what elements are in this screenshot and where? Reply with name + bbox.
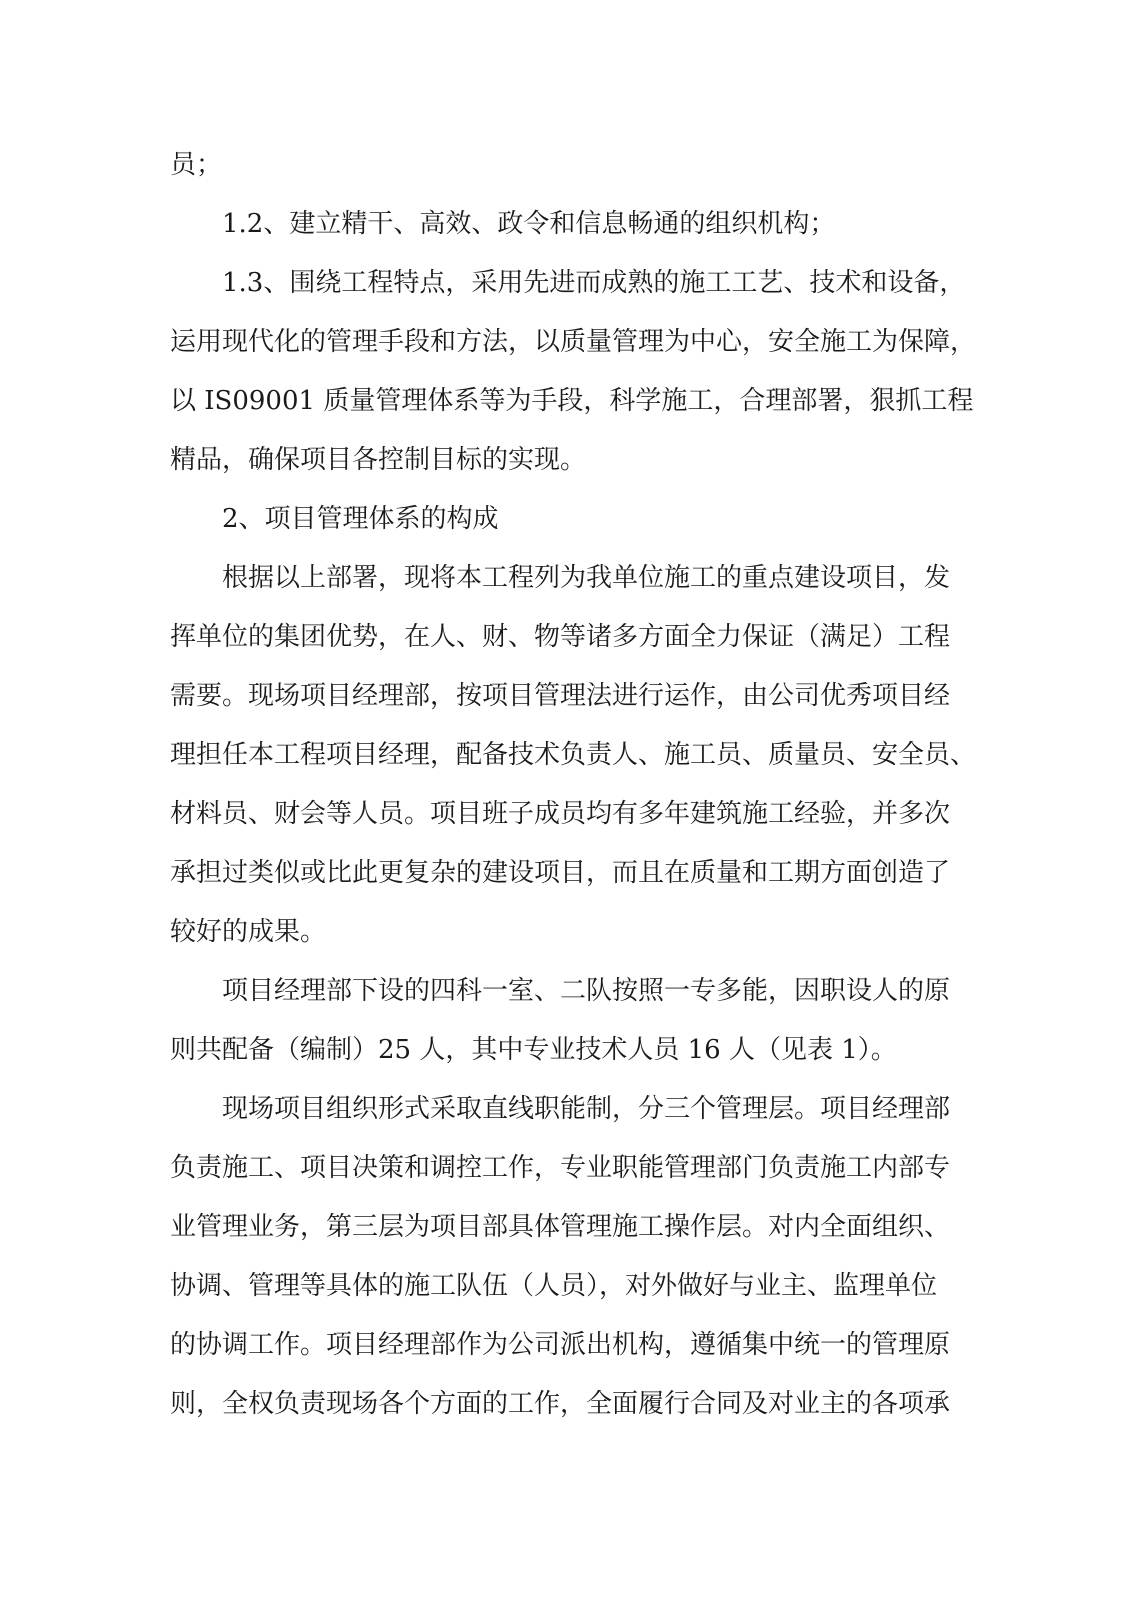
text-line: 现场项目组织形式采取直线职能制，分三个管理层。项目经理部 <box>222 1094 951 1124</box>
text-line: 项目经理部下设的四科一室、二队按照一专多能，因职设人的原 <box>222 976 951 1006</box>
text-line: 1.3、围绕工程特点，采用先进而成熟的施工工艺、技术和设备， <box>222 268 966 298</box>
text-line: 精品，确保项目各控制目标的实现。 <box>170 445 587 475</box>
text-line: 员； <box>170 150 223 180</box>
text-line: 1.2、建立精干、高效、政令和信息畅通的组织机构； <box>222 209 836 239</box>
text-line: 协调、管理等具体的施工队伍（人员），对外做好与业主、监理单位 <box>170 1271 938 1301</box>
text-line: 运用现代化的管理手段和方法，以质量管理为中心，安全施工为保障， <box>170 327 977 357</box>
text-line: 较好的成果。 <box>170 917 327 947</box>
section-heading: 2、项目管理体系的构成 <box>222 504 499 534</box>
text-line: 负责施工、项目决策和调控工作，专业职能管理部门负责施工内部专 <box>170 1153 951 1183</box>
text-line: 则共配备（编制）25 人，其中专业技术人员 16 人（见表 1）。 <box>170 1035 897 1065</box>
text-line: 以 IS09001 质量管理体系等为手段，科学施工，合理部署，狠抓工程 <box>170 386 974 416</box>
text-line: 的协调工作。项目经理部作为公司派出机构，遵循集中统一的管理原 <box>170 1330 951 1360</box>
text-line: 根据以上部署，现将本工程列为我单位施工的重点建设项目，发 <box>222 563 951 593</box>
text-line: 材料员、财会等人员。项目班子成员均有多年建筑施工经验，并多次 <box>170 799 951 829</box>
text-line: 挥单位的集团优势，在人、财、物等诸多方面全力保证（满足）工程 <box>170 622 951 652</box>
text-line: 理担任本工程项目经理，配备技术负责人、施工员、质量员、安全员、 <box>170 740 977 770</box>
text-line: 需要。现场项目经理部，按项目管理法进行运作，由公司优秀项目经 <box>170 681 951 711</box>
text-line: 业管理业务，第三层为项目部具体管理施工操作层。对内全面组织、 <box>170 1212 951 1242</box>
text-line: 则，全权负责现场各个方面的工作，全面履行合同及对业主的各项承 <box>170 1389 951 1419</box>
text-line: 承担过类似或比此更复杂的建设项目，而且在质量和工期方面创造了 <box>170 858 951 888</box>
